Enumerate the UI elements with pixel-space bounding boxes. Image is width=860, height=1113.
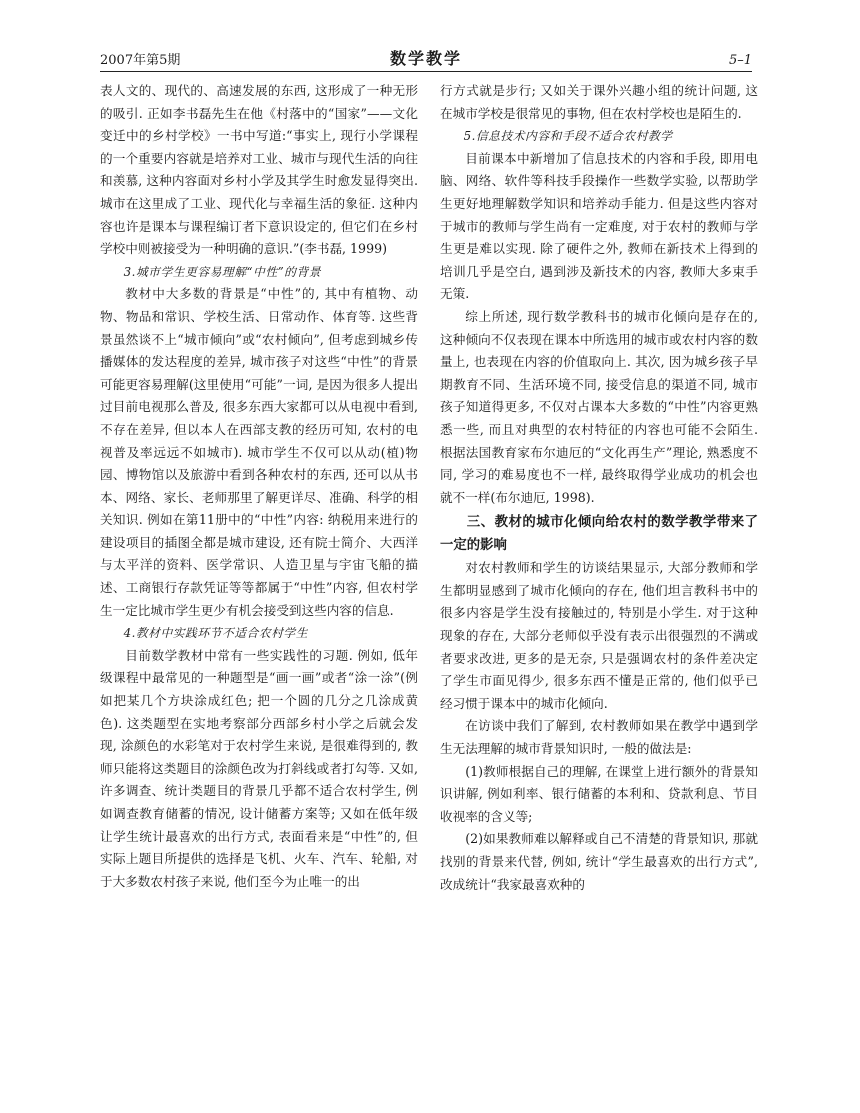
paragraph: 表人文的、现代的、高速发展的东西, 这形成了一种无形的吸引. 正如李书磊先生在他《村落中的“国家”——文化变迁中的乡村学校》一书中写道:“事实上, 现行小学课程的一个重要内容就是培养对工业、城市与现代生活的向往和羡慕, 这种内容面对乡村小学及其学生时愈发显得突出. 城市在这里成了工业、现代化与幸福生活的象征. 这种内容也许是课本与课程编订者下意识设定的, 但它们在乡村学校中则被接受为一种明确的意识.”(李书磊, 1999): [100, 83, 418, 257]
paragraph: 目前课本中新增加了信息技术的内容和手段, 即用电脑、网络、软件等科技手段操作一些数学实验, 以帮助学生更好地理解数学知识和培养动手能力. 但是这些内容对于城市的教师与学生尚有一定难度, 对于农村的教师与学生更是难以实现. 除了硬件之外, 教师在新技术上得到的培训几乎是空白, 遇到涉及新技术的内容, 教师大多束手无策.: [440, 150, 758, 302]
paragraph: 综上所述, 现行数学教科书的城市化倾向是存在的, 这种倾向不仅表现在课本中所选用的城市或农村内容的数量上, 也表现在内容的价值取向上. 其次, 因为城乡孩子早期教育不同、生活环境不同, 接受信息的渠道不同, 城市孩子知道得更多, 不仅对占课本大多数的“中性”内容更熟悉一些, 而且对典型的农村特征的内容也可能不会陌生. 根据法国教育家布尔迪厄的“文化再生产”理论, 熟悉度不同, 学习的难易度也不一样, 最终取得学业成功的机会也就不一样(布尔迪厄, 1998).: [440, 308, 758, 505]
issue-label: 2007年第5期: [100, 53, 181, 68]
journal-title: 数学教学: [389, 49, 462, 68]
subsection-heading: 3.城市学生更容易理解“中性”的背景: [123, 264, 322, 279]
paragraph: 行方式就是步行; 又如关于课外兴趣小组的统计问题, 这在城市学校是很常见的事物, 但在农村学校也是陌生的.: [440, 83, 758, 121]
paragraph: 目前数学教材中常有一些实践性的习题. 例如, 低年级课程中最常见的一种题型是“画一画”或者“涂一涂”(例如把某几个方块涂成红色; 把一个圆的几分之几涂成黄色). 这类题型在实地考察部分西部乡村小学之后就会发现, 涂颜色的水彩笔对于农村学生来说, 是很难得到的, 教师只能将这类题目的涂颜色改为打斜线或者打勾等. 又如, 许多调查、统计类题目的背景几乎都不适合农村学生, 例如调查教育储蓄的情况, 设计储蓄方案等; 又如在低年级让学生统计最喜欢的出行方式, 表面看来是“中性”的, 但实际上题目所提供的选择是飞机、火车、汽车、轮船, 对于大多数农村孩子来说, 他们至今为止唯一的出: [100, 647, 418, 889]
page-number: 5–1: [728, 53, 752, 68]
section-heading: 三、教材的城市化倾向给农村的数学教学带来了一定的影响: [440, 515, 758, 554]
list-item: (1)教师根据自己的理解, 在课堂上进行额外的背景知识讲解, 例如利率、银行储蓄的本利和、贷款利息、节目收视率的含义等;: [440, 763, 758, 824]
left-column: [100, 80, 418, 893]
subsection-heading: 5.信息技术内容和手段不适合农村教学: [463, 129, 673, 144]
right-column: [440, 80, 758, 896]
list-item: (2)如果教师难以解释或自己不清楚的背景知识, 那就找别的背景来代替, 例如, 统计“学生最喜欢的出行方式”, 改成统计“我家最喜欢种的: [440, 831, 758, 892]
paragraph: 对农村教师和学生的访谈结果显示, 大部分教师和学生都明显感到了城市化倾向的存在, 他们坦言教科书中的很多内容是学生没有接触过的, 特别是小学生. 对于这种现象的存在, 大部分老师似乎没有表示出很强烈的不满或者要求改进, 更多的是无奈, 只是强调农村的条件差决定了学生市面见得少, 很多东西不懂是正常的, 他们似乎已经习惯于课本中的城市化倾向.: [440, 560, 758, 711]
paragraph: 在访谈中我们了解到, 农村教师如果在教学中遇到学生无法理解的城市背景知识时, 一般的做法是:: [440, 718, 758, 757]
subsection-heading: 4.教材中实践环节不适合农村学生: [123, 626, 309, 641]
running-header: [100, 49, 752, 72]
paragraph: 教材中大多数的背景是“中性”的, 其中有植物、动物、物品和常识、学校生活、日常动作、体育等. 这些背景虽然谈不上“城市倾向”或“农村倾向”, 但考虑到城乡传播媒体的发达程度的差异, 城市孩子对这些“中性”的背景可能更容易理解(这里使用“可能”一词, 是因为很多人提出过目前电视那么普及, 很多东西大家都可以从电视中看到, 不存在差异, 但以本人在西部支教的经历可知, 农村的电视普及率远远不如城市). 城市学生不仅可以从动(植)物园、博物馆以及旅游中看到各种农村的东西, 还可以从书本、网络、家长、老师那里了解更详尽、准确、科学的相关知识. 例如在第11册中的“中性”内容: 纳税用来进行的建设项目的插图全都是城市建设, 还有院士简介、大西洋与太平洋的资料、医学常识、人造卫星与宇宙飞船的描述、工商银行存款凭证等等都属于“中性”内容, 但农村学生一定比城市学生更少有机会接受到这些内容的信息.: [100, 286, 418, 618]
